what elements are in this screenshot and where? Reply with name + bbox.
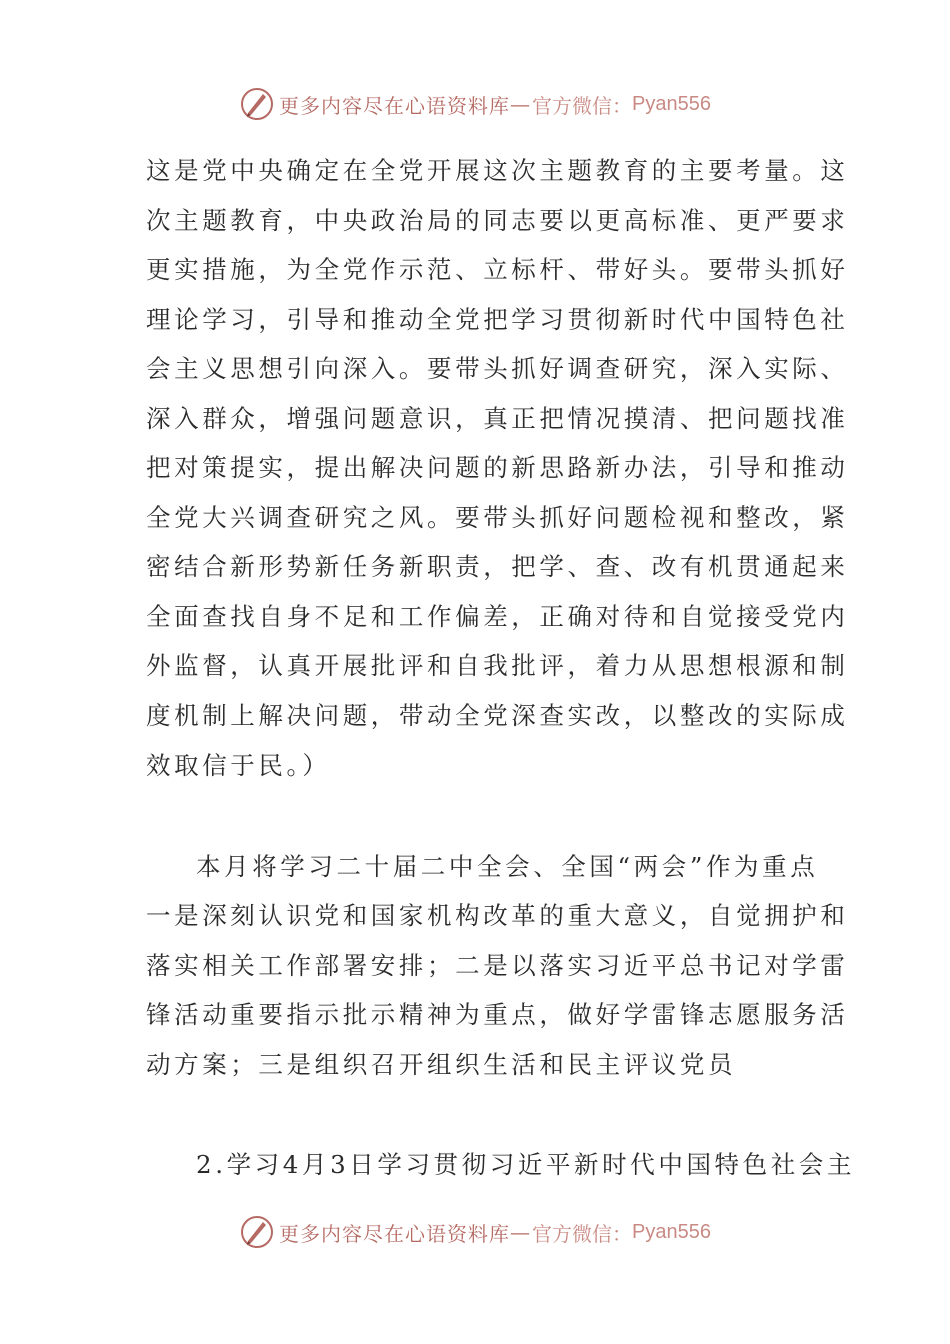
watermark-separator: — <box>510 92 531 116</box>
text-line: 全面查找自身不足和工作偏差，正确对待和自觉接受党内 <box>146 602 849 631</box>
text-line: 这是党中央确定在全党开展这次主题教育的主要考量。这 <box>146 156 849 185</box>
text-line: 一是深刻认识党和国家机构改革的重大意义，自觉拥护和 <box>146 901 849 930</box>
text-line: 动方案；三是组织召开组织生活和民主评议党员 <box>146 1050 737 1079</box>
text-line: 本月将学习二十届二中全会、全国“两会”作为重点 <box>196 852 819 881</box>
text-line: 效取信于民。） <box>146 751 331 780</box>
text-line: 2.学习4月3日学习贯彻习近平新时代中国特色社会主 <box>196 1150 856 1179</box>
text-line: 更实措施，为全党作示范、立标杆、带好头。要带头抓好 <box>146 255 849 284</box>
text-line: 锋活动重要指示批示精神为重点，做好学雷锋志愿服务活 <box>146 1000 849 1029</box>
text-line: 密结合新形势新任务新职责，把学、查、改有机贯通起来 <box>146 552 849 581</box>
text-line: 外监督，认真开展批评和自我批评，着力从思想根源和制 <box>146 651 849 680</box>
watermark-wechat-label: 官方微信： <box>532 93 633 118</box>
brand-logo-icon <box>239 86 275 122</box>
text-line: 次主题教育，中央政治局的同志要以更高标准、更严要求 <box>146 206 849 235</box>
header-watermark <box>0 84 950 124</box>
text-line: 深入群众，增强问题意识，真正把情况摸清、把问题找准 <box>146 404 849 433</box>
text-line: 理论学习，引导和推动全党把学习贯彻新时代中国特色社 <box>146 305 849 334</box>
watermark-separator: — <box>510 1220 531 1244</box>
text-line: 把对策提实，提出解决问题的新思路新办法，引导和推动 <box>146 453 849 482</box>
watermark-wechat-id: Pyan556 <box>632 92 711 115</box>
text-line: 全党大兴调查研究之风。要带头抓好问题检视和整改，紧 <box>146 503 849 532</box>
watermark-brand: 更多内容尽在心语资料库 <box>279 93 511 118</box>
text-line: 会主义思想引向深入。要带头抓好调查研究，深入实际、 <box>146 354 849 383</box>
footer-watermark <box>0 1212 950 1252</box>
watermark-brand: 更多内容尽在心语资料库 <box>279 1221 511 1246</box>
text-line: 落实相关工作部署安排；二是以落实习近平总书记对学雷 <box>146 951 849 980</box>
brand-logo-icon <box>239 1214 275 1250</box>
text-line: 度机制上解决问题，带动全党深查实改，以整改的实际成 <box>146 701 849 730</box>
watermark-wechat-label: 官方微信： <box>532 1221 633 1246</box>
watermark-wechat-id: Pyan556 <box>632 1220 711 1243</box>
